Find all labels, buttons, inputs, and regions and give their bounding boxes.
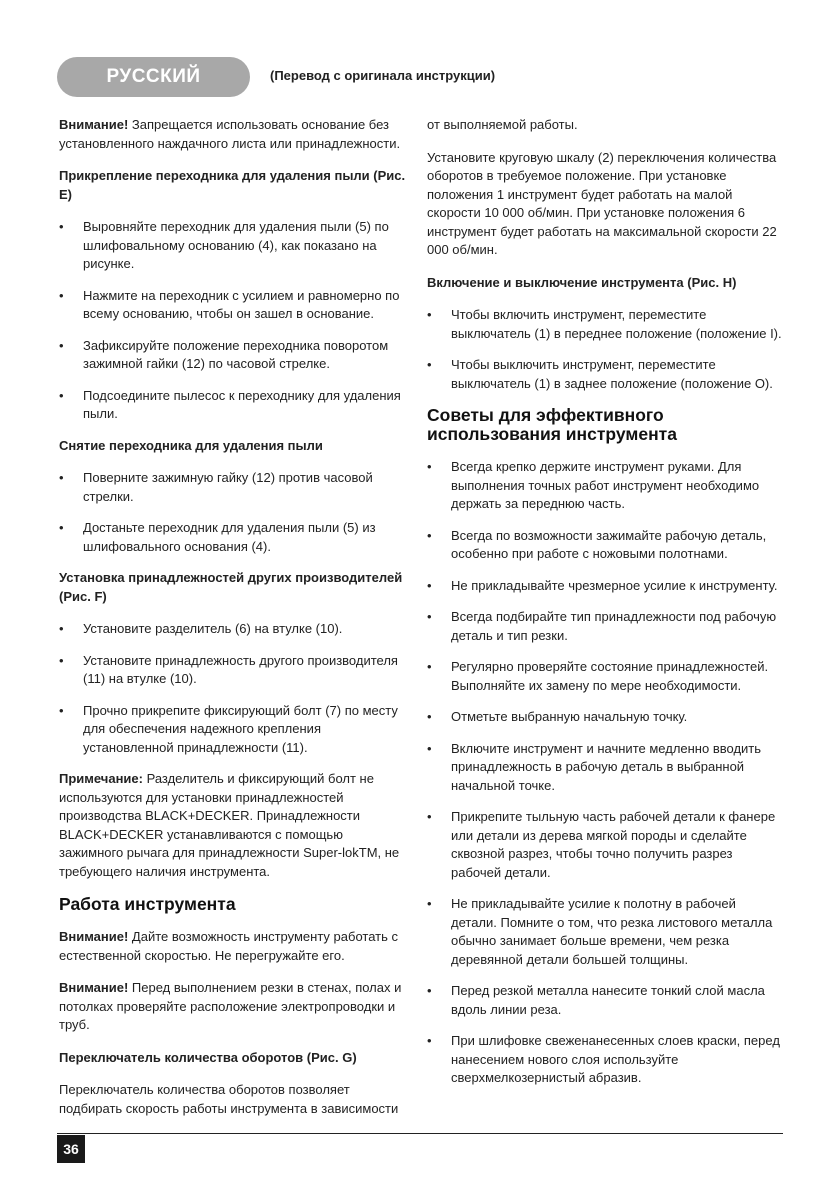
warning-paragraph: Внимание! Перед выполнением резки в стенах, полах и потолках проверяйте расположение электропроводки и труб. <box>59 980 402 1032</box>
list-item: • Поверните зажимную гайку (12) против часовой стрелки. <box>59 470 373 504</box>
page-number: 36 <box>57 1135 85 1163</box>
right-column <box>427 116 785 1101</box>
list-item: • Включите инструмент и начните медленно вводить принадлежность в рабочую деталь в выбранной начальной точке. <box>427 740 762 793</box>
section-heading: Переключатель количества оборотов (Рис. G) <box>59 1049 357 1065</box>
body-paragraph: Установите круговую шкалу (2) переключения количества оборотов в требуемое положение. При установке положения 1 инструмент будет работать на малой скорости 10 000 об/мин. При установке положения 6 инструмент будет работать на максимальной скорости 22 000 об/мин. <box>427 149 777 257</box>
body-paragraph: от выполняемой работы. <box>427 117 578 132</box>
section-title: Работа инструмента <box>59 894 236 914</box>
list-item: • Установите разделитель (6) на втулке (10). <box>59 621 343 636</box>
bullet-list <box>427 306 785 393</box>
list-item: • Всегда подбирайте тип принадлежности под рабочую деталь и тип резки. <box>427 609 777 643</box>
bullet-list <box>59 620 407 757</box>
list-item: • Перед резкой металла нанесите тонкий слой масла вдоль линии реза. <box>427 983 765 1017</box>
list-item: • Прикрепите тыльную часть рабочей детали к фанере или детали из дерева мягкой породы и сделайте сквозной разрез, чтобы точно получить разрез рабочей детали. <box>427 809 776 880</box>
list-item: • Достаньте переходник для удаления пыли (5) из шлифовального основания (4). <box>59 520 376 554</box>
list-item: • Подсоедините пылесос к переходнику для удаления пыли. <box>59 387 401 421</box>
section-heading: Прикрепление переходника для удаления пыли (Рис. E) <box>59 168 406 202</box>
list-item: • Регулярно проверяйте состояние принадлежностей. Выполняйте их замену по мере необходимости. <box>427 659 769 693</box>
note-paragraph: Примечание: Разделитель и фиксирующий болт не используются для установки принадлежностей производства BLACK+DECKER. Принадлежности BLACK+DECKER устанавливаются с помощью зажимного рычага для принадлежности Super-lokTM, не требующего наличия инструмента. <box>59 771 400 879</box>
language-badge: РУССКИЙ <box>57 57 250 97</box>
list-item: • Прочно прикрепите фиксирующий болт (7) по месту для обеспечения надежного крепления установленной принадлежности (11). <box>59 702 398 755</box>
list-item: • Всегда крепко держите инструмент руками. Для выполнения точных работ инструмент необходимо держать за переднюю часть. <box>427 459 760 511</box>
list-item: • Зафиксируйте положение переходника поворотом зажимной гайки (12) по часовой стрелке. <box>59 337 389 371</box>
list-item: • Отметьте выбранную начальную точку. <box>427 709 688 724</box>
body-paragraph: Переключатель количества оборотов позволяет подбирать скорость работы инструмента в зависимости <box>59 1082 399 1116</box>
footer-divider <box>57 1133 783 1134</box>
section-title: Советы для эффективного использования инструмента <box>427 405 677 444</box>
list-item: • Не прикладывайте чрезмерное усилие к инструменту. <box>427 577 778 593</box>
warning-paragraph: Внимание! Запрещается использовать основание без установленного наждачного листа или принадлежности. <box>59 117 401 151</box>
list-item: • Чтобы выключить инструмент, переместите выключатель (1) в заднее положение (положение O). <box>427 357 773 391</box>
list-item: • Нажмите на переходник с усилием и равномерно по всему основанию, чтобы он зашел в основание. <box>59 287 400 321</box>
list-item: • При шлифовке свеженанесенных слоев краски, перед нанесением нового слоя используйте сверхмелкозернистый абразив. <box>427 1033 780 1085</box>
list-item: • Всегда по возможности зажимайте рабочую деталь, особенно при работе с ножовыми полотнами. <box>427 527 767 561</box>
bullet-list <box>59 218 407 424</box>
section-heading: Снятие переходника для удаления пыли <box>59 437 323 453</box>
bullet-list <box>427 458 785 1088</box>
list-item: • Выровняйте переходник для удаления пыли (5) по шлифовальному основанию (4), как показано на рисунке. <box>59 219 389 271</box>
translation-note: (Перевод с оригинала инструкции) <box>270 68 496 83</box>
section-heading: Включение и выключение инструмента (Рис. H) <box>427 274 737 290</box>
list-item: • Установите принадлежность другого производителя (11) на втулке (10). <box>59 652 398 686</box>
section-heading: Установка принадлежностей других производителей (Рис. F) <box>59 570 403 604</box>
list-item: • Не прикладывайте усилие к полотну в рабочей детали. Помните о том, что резка листового металла обычно занимает больше времени, чем резка деревянной детали большей толщины. <box>427 896 773 967</box>
left-column <box>59 116 407 1132</box>
warning-paragraph: Внимание! Дайте возможность инструменту работать с естественной скоростью. Не перегружайте его. <box>59 929 398 963</box>
bullet-list <box>59 469 407 556</box>
list-item: • Чтобы включить инструмент, переместите выключатель (1) в переднее положение (положение I). <box>427 307 782 341</box>
